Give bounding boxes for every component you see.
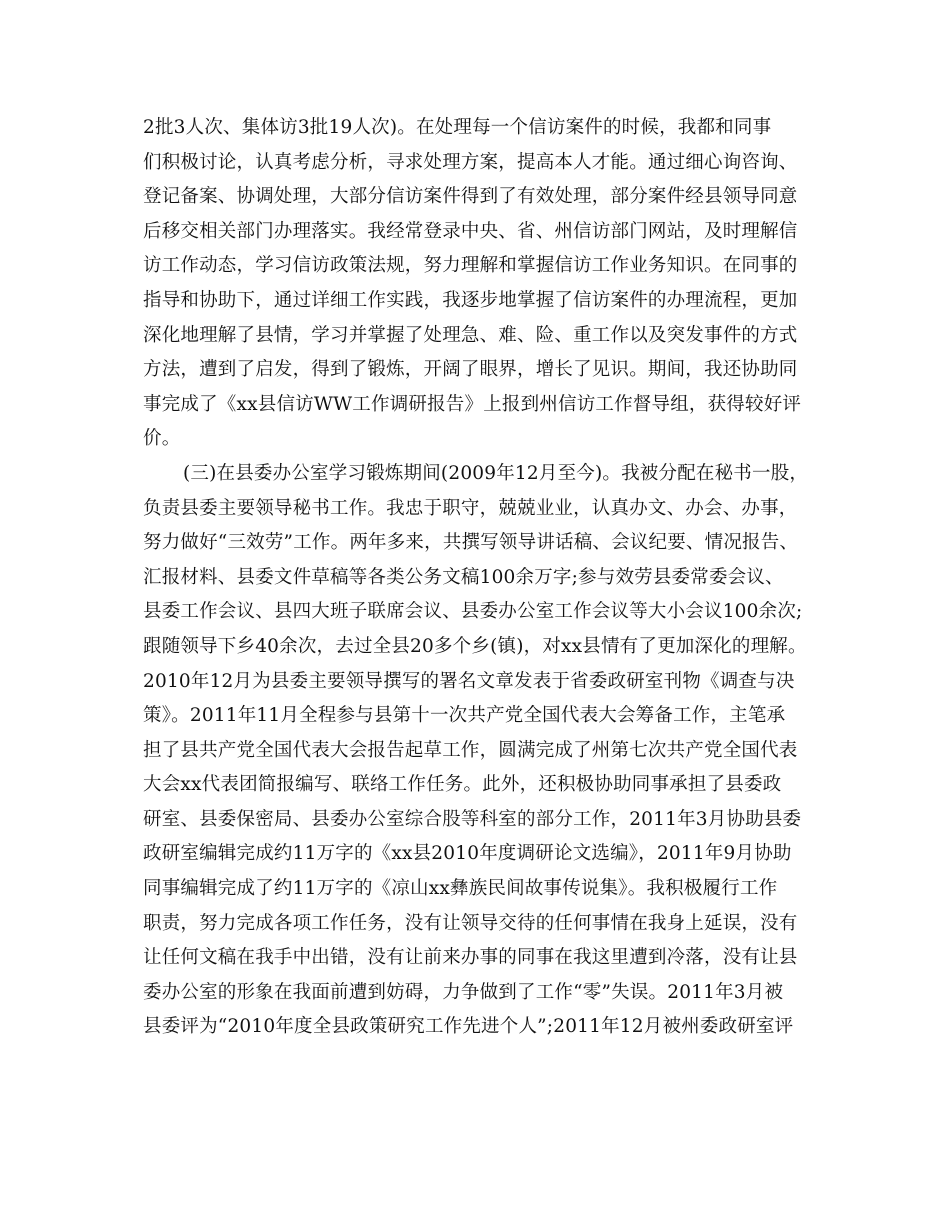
text-line: 大会xx代表团简报编写、联络工作任务。此外，还积极协助同事承担了县委政 — [143, 774, 782, 796]
text-line: 策》。2011年11月全程参与县第十一次共产党全国代表大会筹备工作，主笔承 — [143, 705, 786, 727]
text-line: 方法，遭到了启发，得到了锻炼，开阔了眼界，增长了见识。期间，我还协助同 — [143, 359, 798, 381]
text-line: 2批3人次、集体访3批19人次)。在处理每一个信访案件的时候，我都和同事 — [143, 117, 772, 138]
text-line: 登记备案、协调处理，大部分信访案件得到了有效处理，部分案件经县领导同意 — [143, 186, 798, 208]
text-line: 2010年12月为县委主要领导撰写的署名文章发表于省委政研室刊物《调查与决 — [143, 670, 795, 692]
text-line: 同事编辑完成了约11万字的《凉山xx彝族民间故事传说集》。我积极履行工作 — [143, 878, 778, 900]
paragraph-2 — [143, 457, 813, 1045]
text-line: 努力做好“三效劳”工作。两年多来，共撰写领导讲话稿、会议纪要、情况报告、 — [143, 532, 799, 554]
text-line: 县委工作会议、县四大班子联席会议、县委办公室工作会议等大小会议100余次; — [143, 601, 803, 623]
body-text — [143, 111, 813, 1045]
text-line: 担了县共产党全国代表大会报告起草工作，圆满完成了州第七次共产党全国代表 — [143, 739, 798, 761]
text-line: 后移交相关部门办理落实。我经常登录中央、省、州信访部门网站，及时理解信 — [143, 220, 798, 242]
text-line: 负责县委主要领导秘书工作。我忠于职守，兢兢业业，认真办文、办会、办事， — [143, 497, 798, 519]
text-line: 事完成了《xx县信访WW工作调研报告》上报到州信访工作督导组，获得较好评 — [143, 393, 802, 415]
text-line: 汇报材料、县委文件草稿等各类公务文稿100余万字;参与效劳县委常委会议、 — [143, 566, 784, 588]
text-line: 研室、县委保密局、县委办公室综合股等科室的部分工作，2011年3月协助县委 — [143, 808, 802, 830]
text-line: 让任何文稿在我手中出错，没有让前来办事的同事在我这里遭到冷落，没有让县 — [143, 947, 798, 969]
text-line: 县委评为“2010年度全县政策研究工作先进个人”;2011年12月被州委政研室评 — [143, 1016, 794, 1038]
text-line: 价。 — [143, 428, 181, 450]
text-line: 跟随领导下乡40余次，去过全县20多个乡(镇)，对xx县情有了更加深化的理解。 — [143, 635, 807, 657]
text-line: 访工作动态，学习信访政策法规，努力理解和掌握信访工作业务知识。在同事的 — [143, 255, 798, 277]
text-line: 政研室编辑完成约11万字的《xx县2010年度调研论文选编》，2011年9月协助 — [143, 843, 792, 865]
text-line: (三)在县委办公室学习锻炼期间(2009年12月至今)。我被分配在秘书一股， — [183, 462, 809, 484]
text-line: 指导和协助下，通过详细工作实践，我逐步地掌握了信访案件的办理流程，更加 — [143, 289, 798, 311]
text-line: 们积极讨论，认真考虑分析，寻求处理方案，提高本人才能。通过细心询咨询、 — [143, 151, 798, 173]
text-line: 深化地理解了县情，学习并掌握了处理急、难、险、重工作以及突发事件的方式 — [143, 324, 798, 346]
text-line: 委办公室的形象在我面前遭到妨碍，力争做到了工作“零”失误。2011年3月被 — [143, 981, 784, 1003]
text-line: 职责，努力完成各项工作任务，没有让领导交待的任何事情在我身上延误，没有 — [143, 912, 798, 934]
paragraph-1 — [143, 111, 813, 457]
